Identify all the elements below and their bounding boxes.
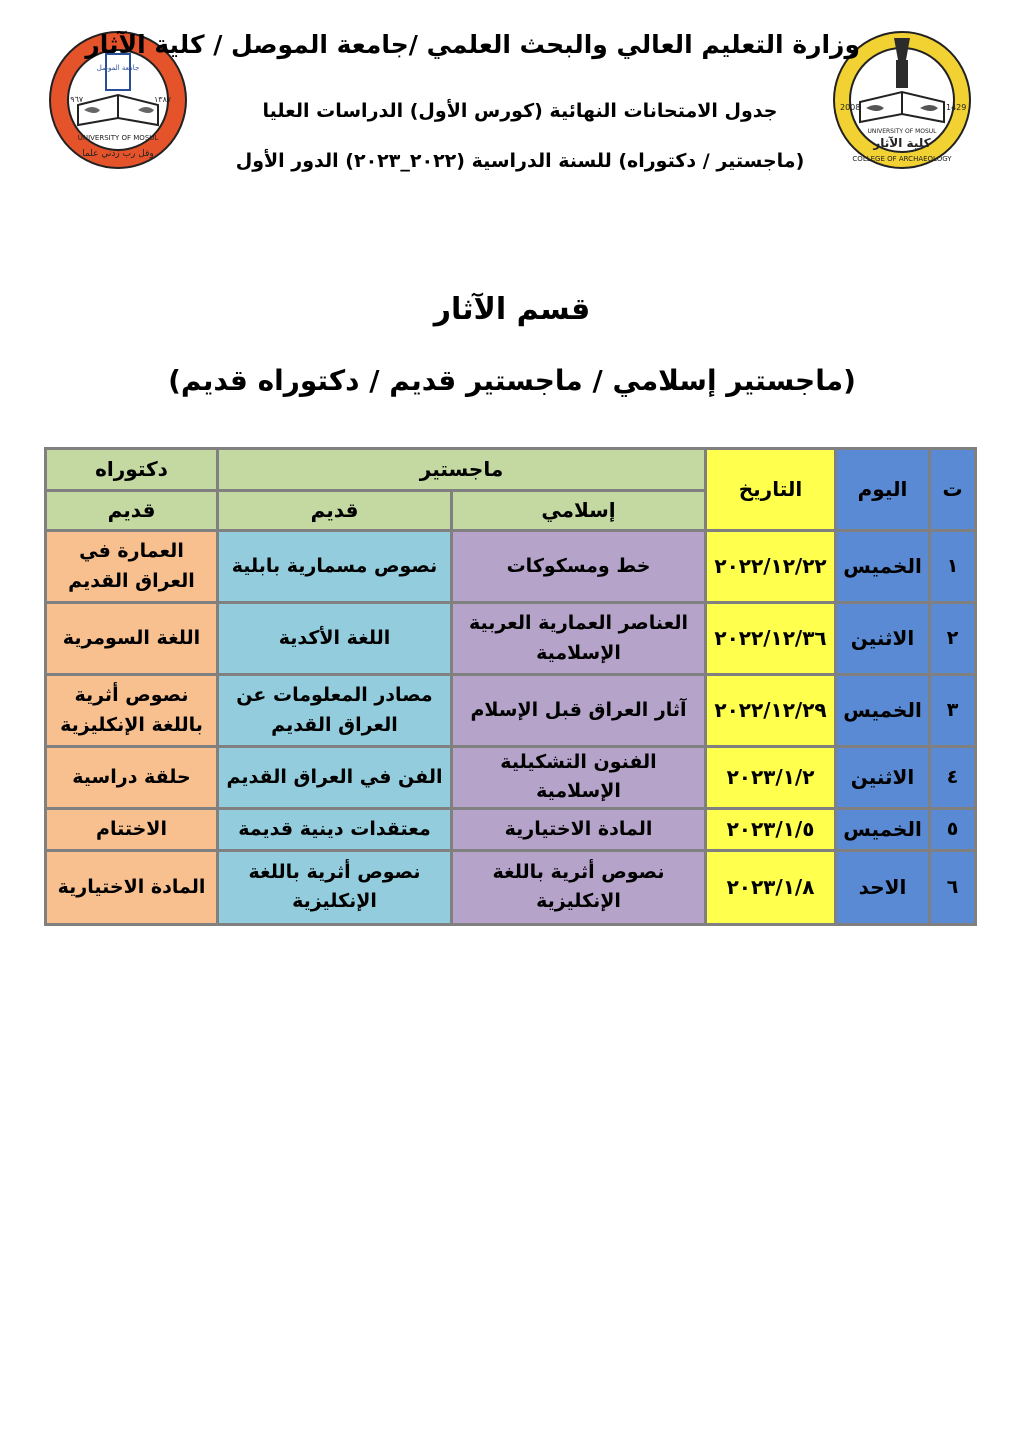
row-islamic-subject: العناصر العمارية العربية الإسلامية <box>452 603 706 675</box>
seal-motto: وقل رب زدني علما <box>82 149 154 159</box>
table-row <box>46 747 976 809</box>
row-index: ٣ <box>930 675 976 747</box>
row-day: الاثنين <box>836 747 930 809</box>
seal-year-right: ١٣٨٧ <box>154 95 172 104</box>
header-doctorate: دكتوراه <box>46 449 218 491</box>
header-islamic: إسلامي <box>452 491 706 531</box>
seal-year-right: 1429 <box>946 103 967 112</box>
row-islamic-subject: المادة الاختيارية <box>452 808 706 850</box>
seal-text: جامعة الموصل <box>96 64 140 72</box>
row-day: الاحد <box>836 850 930 924</box>
row-day: الخميس <box>836 808 930 850</box>
row-islamic-subject: خط ومسكوكات <box>452 531 706 603</box>
table-row <box>46 603 976 675</box>
header-date: التاريخ <box>706 449 836 531</box>
row-index: ٦ <box>930 850 976 924</box>
row-ancient-subject: الفن في العراق القديم <box>218 747 452 809</box>
row-date: ٢٠٢٣/١/٢ <box>706 747 836 809</box>
academic-year-heading: (ماجستير / دكتوراه) للسنة الدراسية (٢٠٢٢_٢٠٢٣) الدور الأول <box>235 150 805 172</box>
header-index: ت <box>930 449 976 531</box>
row-index: ٢ <box>930 603 976 675</box>
row-islamic-subject: نصوص أثرية باللغة الإنكليزية <box>452 850 706 924</box>
seal-year-left: ١٩٦٧ <box>66 95 84 104</box>
row-ancient-subject: معتقدات دينية قديمة <box>218 808 452 850</box>
exam-schedule-table <box>44 447 977 926</box>
row-ancient-subject: نصوص مسمارية بابلية <box>218 531 452 603</box>
row-date: ٢٠٢٢/١٢/٢٩ <box>706 675 836 747</box>
row-index: ١ <box>930 531 976 603</box>
row-ancient-subject: نصوص أثرية باللغة الإنكليزية <box>218 850 452 924</box>
row-islamic-subject: آثار العراق قبل الإسلام <box>452 675 706 747</box>
row-doctorate-subject: اللغة السومرية <box>46 603 218 675</box>
seal-center-text: كلية الآثار <box>873 136 931 150</box>
seal-year-left: 2008 <box>840 103 861 112</box>
row-date: ٢٠٢٢/١٢/٢٢ <box>706 531 836 603</box>
table-row <box>46 808 976 850</box>
seal-ring-text: COLLEGE OF ARCHAEOLOGY <box>852 155 952 163</box>
ministry-university-college-heading: وزارة التعليم العالي والبحث العلمي /جامعة الموصل / كلية الآثار <box>85 30 860 59</box>
row-day: الخميس <box>836 531 930 603</box>
row-doctorate-subject: نصوص أثرية باللغة الإنكليزية <box>46 675 218 747</box>
row-doctorate-subject: العمارة في العراق القديم <box>46 531 218 603</box>
row-day: الخميس <box>836 675 930 747</box>
seal-ring-text: UNIVERSITY OF MOSUL <box>77 134 159 142</box>
row-date: ٢٠٢٢/١٢/٣٦ <box>706 603 836 675</box>
row-index: ٤ <box>930 747 976 809</box>
row-ancient-subject: مصادر المعلومات عن العراق القديم <box>218 675 452 747</box>
row-index: ٥ <box>930 808 976 850</box>
table-row <box>46 850 976 924</box>
row-islamic-subject: الفنون التشكيلية الإسلامية <box>452 747 706 809</box>
row-doctorate-subject: الاختتام <box>46 808 218 850</box>
exam-schedule-heading: جدول الامتحانات النهائية (كورس الأول) الدراسات العليا <box>262 100 778 122</box>
table-row <box>46 675 976 747</box>
row-ancient-subject: اللغة الأكدية <box>218 603 452 675</box>
header-ancient-doctorate: قديم <box>46 491 218 531</box>
row-day: الاثنين <box>836 603 930 675</box>
programs-title: (ماجستير إسلامي / ماجستير قديم / دكتوراه قديم) <box>168 364 856 397</box>
department-title: قسم الآثار <box>433 292 591 327</box>
header-ancient-masters: قديم <box>218 491 452 531</box>
seal-small-text: UNIVERSITY OF MOSUL <box>867 128 937 135</box>
row-doctorate-subject: المادة الاختيارية <box>46 850 218 924</box>
row-date: ٢٠٢٣/١/٨ <box>706 850 836 924</box>
header-masters: ماجستير <box>218 449 706 491</box>
table-row <box>46 531 976 603</box>
header-day: اليوم <box>836 449 930 531</box>
row-date: ٢٠٢٣/١/٥ <box>706 808 836 850</box>
row-doctorate-subject: حلقة دراسية <box>46 747 218 809</box>
